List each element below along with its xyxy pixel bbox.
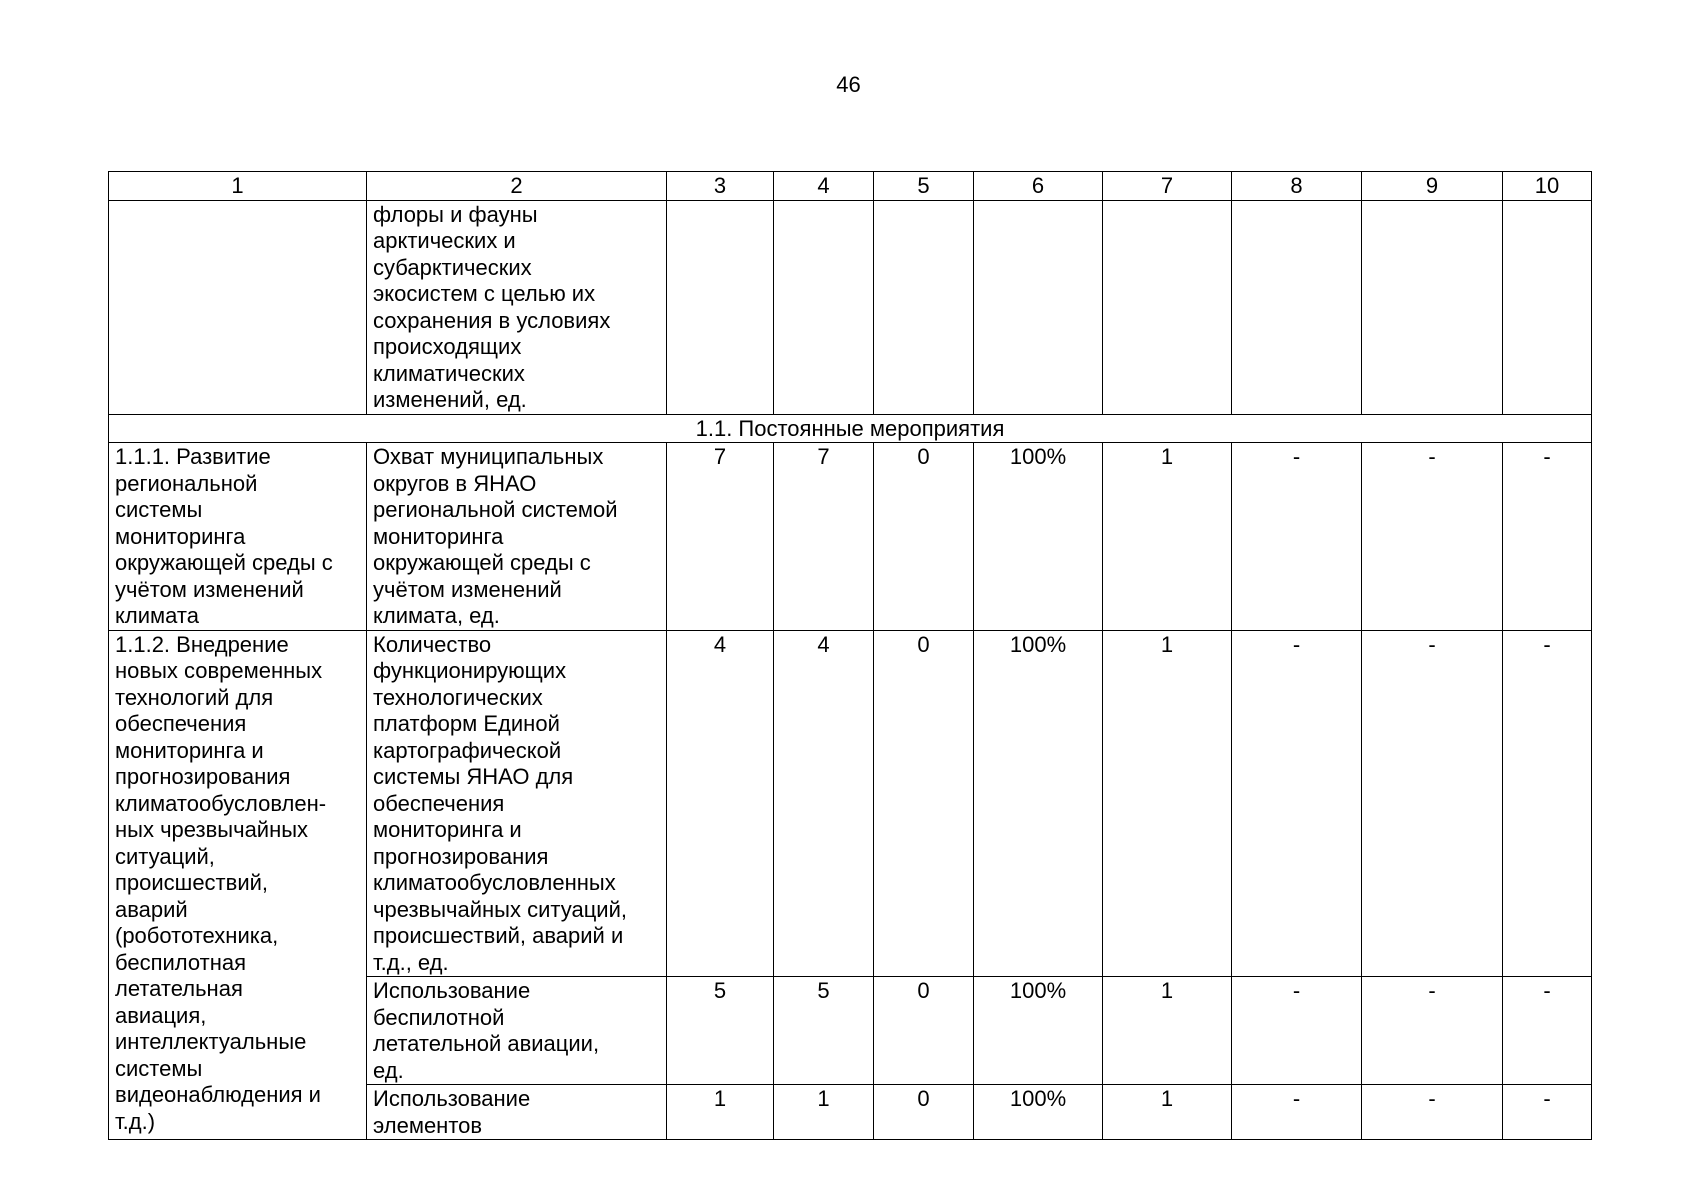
cell-line: (робототехника,	[115, 923, 279, 948]
cell-line: мониторинга	[115, 523, 246, 549]
cell-line: 1.1.2. Внедрение	[115, 631, 289, 657]
value-cell: -	[1503, 977, 1592, 1085]
cell-line: картографической	[373, 737, 562, 763]
value-cell: 1	[667, 1085, 774, 1140]
cell-line: учётом изменений	[373, 576, 562, 602]
cell-line: прогнозирования	[115, 764, 291, 789]
indicator-cell	[367, 977, 667, 1085]
cell-line: мониторинга и	[373, 817, 522, 842]
cell-line: окружающей среды с	[373, 550, 591, 575]
value-cell	[774, 200, 874, 414]
cell-line: Количество	[373, 631, 492, 657]
cell-line: обеспечения	[373, 790, 505, 816]
column-number: 10	[1503, 172, 1592, 201]
table-row	[109, 443, 1592, 631]
value-cell: 100%	[974, 443, 1103, 631]
value-cell: 100%	[974, 630, 1103, 977]
value-cell	[667, 200, 774, 414]
cell-line: округов в ЯНАО	[373, 470, 537, 496]
cell-line: прогнозирования	[373, 843, 549, 869]
cell-line: изменений, ед.	[373, 387, 527, 412]
indicator-cell	[367, 630, 667, 977]
cell-line: системы	[115, 1055, 203, 1081]
value-cell: 7	[774, 443, 874, 631]
value-cell: 5	[667, 977, 774, 1085]
value-cell: 1	[1103, 977, 1232, 1085]
value-cell	[874, 200, 974, 414]
indicator-cell	[367, 443, 667, 631]
value-cell: -	[1232, 1085, 1362, 1140]
section-row	[109, 414, 1592, 443]
value-cell	[974, 200, 1103, 414]
cell-line: флоры и фауны	[373, 201, 538, 227]
indicator-cell	[367, 200, 667, 414]
value-cell: 1	[1103, 1085, 1232, 1140]
cell-line: субарктических	[373, 254, 532, 280]
value-cell: -	[1362, 977, 1503, 1085]
cell-line: сохранения в условиях	[373, 307, 611, 333]
cell-line: ед.	[373, 1057, 404, 1083]
cell-line: климатических	[373, 360, 525, 386]
cell-line: новых современных	[115, 658, 323, 683]
column-number: 1	[109, 172, 367, 201]
task-cell	[109, 200, 367, 414]
task-cell	[109, 443, 367, 631]
column-number: 7	[1103, 172, 1232, 201]
task-cell	[109, 630, 367, 1140]
page-number: 46	[836, 72, 861, 97]
cell-line: климата, ед.	[373, 603, 500, 628]
cell-line: Охват муниципальных	[373, 444, 604, 469]
cell-line: мониторинга и	[115, 737, 264, 763]
value-cell: 1	[1103, 443, 1232, 631]
cell-line: климатообусловленных	[373, 870, 616, 895]
value-cell: -	[1232, 977, 1362, 1085]
cell-line: технологических	[373, 684, 543, 710]
cell-line: интеллектуальные	[115, 1029, 307, 1054]
cell-line: т.д., ед.	[373, 949, 449, 975]
value-cell	[1103, 200, 1232, 414]
value-cell: 0	[874, 443, 974, 631]
column-number: 4	[774, 172, 874, 201]
cell-line: системы	[115, 497, 203, 522]
column-number: 6	[974, 172, 1103, 201]
value-cell: -	[1362, 443, 1503, 631]
cell-line: функционирующих	[373, 658, 567, 683]
cell-line: ных чрезвычайных	[115, 817, 309, 842]
cell-line: Использование	[373, 1086, 531, 1111]
table-row	[109, 630, 1592, 977]
cell-line: Использование	[373, 978, 531, 1003]
indicator-cell	[367, 1085, 667, 1140]
column-number-row	[109, 172, 1592, 201]
cell-line: видеонаблюдения и	[115, 1082, 321, 1107]
value-cell: -	[1503, 630, 1592, 977]
cell-line: учётом изменений	[115, 576, 304, 602]
value-cell: 0	[874, 630, 974, 977]
cell-line: т.д.)	[115, 1108, 156, 1134]
column-number: 8	[1232, 172, 1362, 201]
value-cell: -	[1503, 443, 1592, 631]
cell-line: мониторинга	[373, 523, 504, 549]
cell-line: происшествий,	[115, 870, 269, 895]
value-cell: 0	[874, 1085, 974, 1140]
column-number: 2	[367, 172, 667, 201]
cell-line: происходящих	[373, 334, 522, 359]
cell-line: летательной авиации,	[373, 1031, 600, 1056]
table-row	[109, 200, 1592, 414]
cell-line: обеспечения	[115, 711, 247, 736]
section-title: 1.1. Постоянные мероприятия	[109, 414, 1592, 443]
value-cell: 4	[667, 630, 774, 977]
value-cell: -	[1232, 630, 1362, 977]
value-cell	[1232, 200, 1362, 414]
value-cell: -	[1503, 1085, 1592, 1140]
value-cell: 7	[667, 443, 774, 631]
cell-line: беспилотной	[373, 1004, 505, 1030]
value-cell: 0	[874, 977, 974, 1085]
cell-line: региональной	[115, 470, 258, 496]
column-number: 5	[874, 172, 974, 201]
cell-line: климатообусловлен-	[115, 790, 327, 816]
cell-line: экосистем с целью их	[373, 281, 596, 306]
cell-line: беспилотная	[115, 949, 247, 975]
value-cell: -	[1232, 443, 1362, 631]
cell-line: системы ЯНАО для	[373, 764, 574, 789]
cell-line: 1.1.1. Развитие	[115, 444, 271, 469]
cell-line: окружающей среды с	[115, 550, 333, 575]
cell-line: арктических и	[373, 228, 516, 253]
value-cell: -	[1362, 1085, 1503, 1140]
cell-line: региональной системой	[373, 497, 618, 522]
cell-line: климата	[115, 603, 199, 628]
value-cell: 1	[1103, 630, 1232, 977]
cell-line: летательная	[115, 976, 243, 1001]
value-cell: 100%	[974, 1085, 1103, 1140]
cell-line: авиация,	[115, 1002, 207, 1028]
column-number: 9	[1362, 172, 1503, 201]
value-cell: 1	[774, 1085, 874, 1140]
cell-line: ситуаций,	[115, 843, 215, 869]
value-cell: 4	[774, 630, 874, 977]
value-cell: -	[1362, 630, 1503, 977]
cell-line: происшествий, аварий и	[373, 923, 624, 948]
indicators-table	[108, 171, 1592, 1140]
cell-line: чрезвычайных ситуаций,	[373, 896, 627, 922]
column-number: 3	[667, 172, 774, 201]
cell-line: аварий	[115, 896, 188, 922]
value-cell	[1362, 200, 1503, 414]
value-cell: 100%	[974, 977, 1103, 1085]
cell-line: элементов	[373, 1112, 483, 1138]
value-cell: 5	[774, 977, 874, 1085]
cell-line: технологий для	[115, 684, 274, 710]
cell-line: платформ Единой	[373, 711, 560, 736]
value-cell	[1503, 200, 1592, 414]
